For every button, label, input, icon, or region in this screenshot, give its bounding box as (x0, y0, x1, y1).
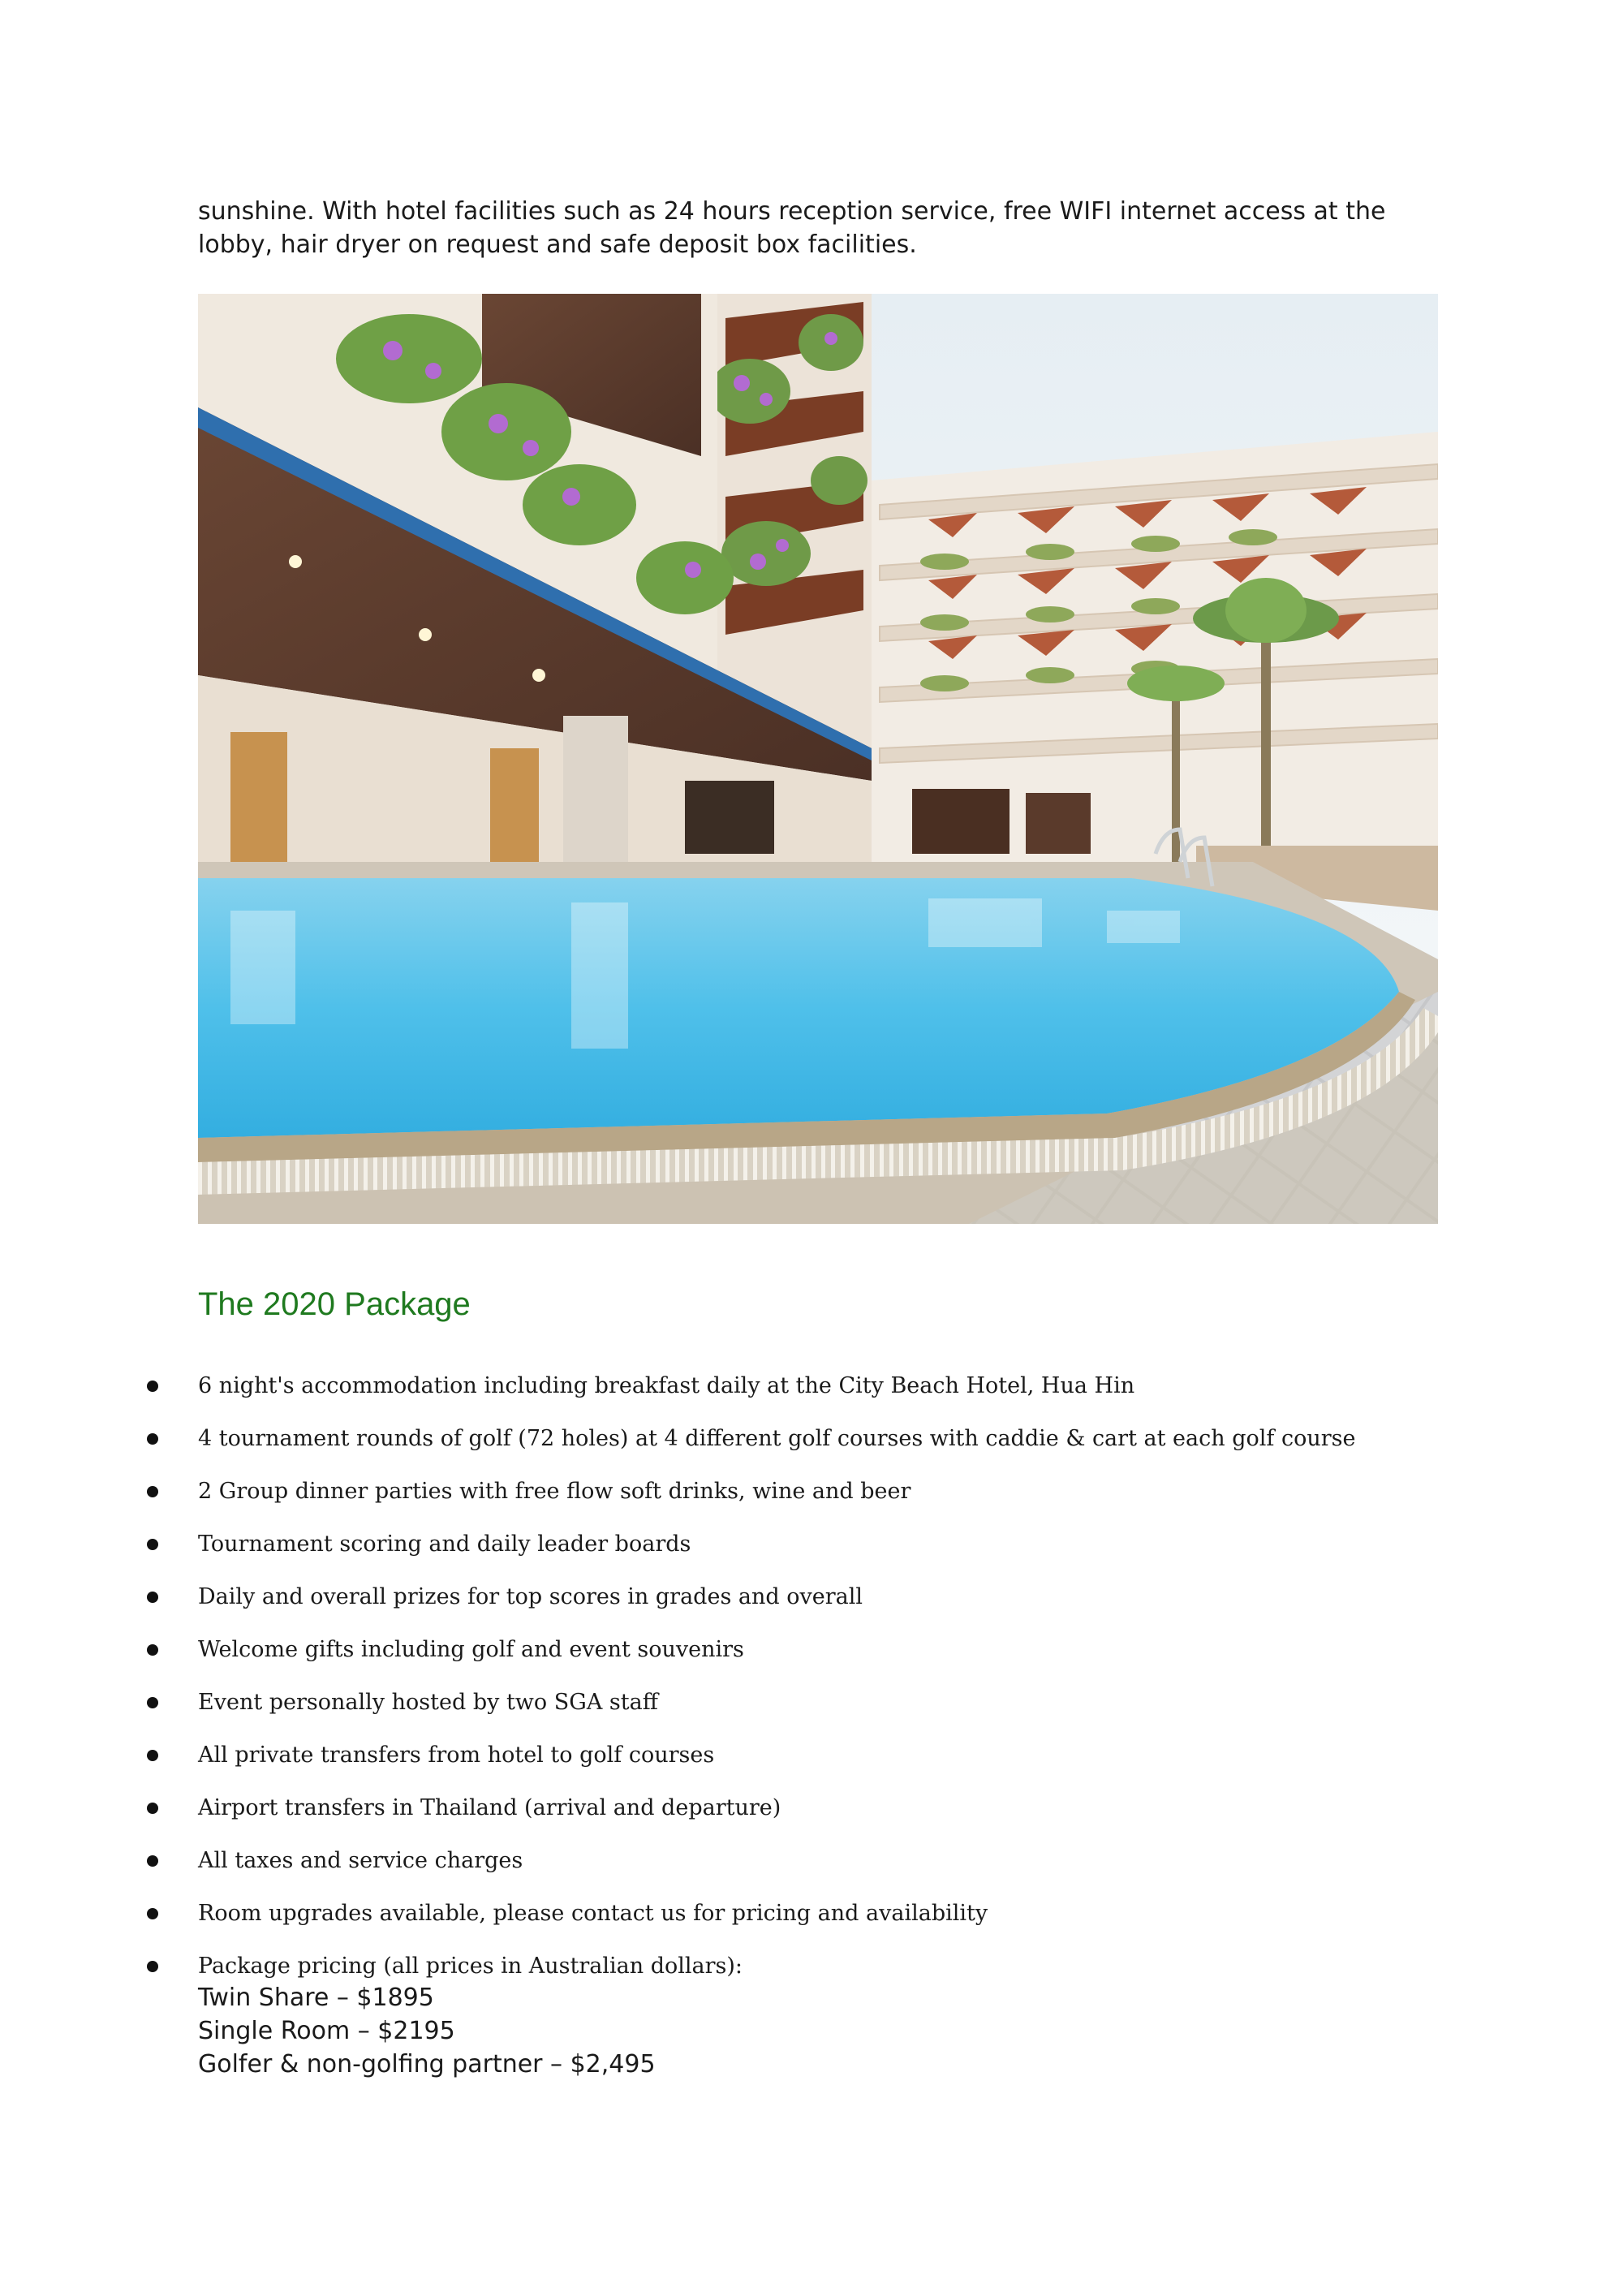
list-item (0, 1741, 1623, 1794)
list-item-pricing (0, 1952, 1623, 2081)
price-list (198, 1981, 1623, 2081)
package-heading: The 2020 Package (198, 1286, 471, 1322)
list-item (0, 1372, 1623, 1424)
bullet-icon (147, 1697, 158, 1708)
list-item-text: Welcome gifts including golf and event souvenirs (198, 1637, 744, 1662)
list-item (0, 1794, 1623, 1846)
list-item (0, 1583, 1623, 1635)
list-item (0, 1477, 1623, 1530)
list-item (0, 1688, 1623, 1741)
bullet-icon (147, 1855, 158, 1867)
intro-paragraph: sunshine. With hotel facilities such as 24 hours reception service, free WIFI internet access at the lobby, hair dryer on request and safe deposit box facilities. (198, 197, 1386, 259)
bullet-icon (147, 1644, 158, 1656)
list-item-text: Event personally hosted by two SGA staff (198, 1690, 658, 1715)
list-item (0, 1899, 1623, 1952)
package-list (0, 1372, 1623, 2081)
list-item (0, 1424, 1623, 1477)
bullet-icon (147, 1908, 158, 1919)
list-item-text: Airport transfers in Thailand (arrival and departure) (198, 1795, 781, 1820)
bullet-icon (147, 1381, 158, 1392)
list-item-text: 2 Group dinner parties with free flow soft drinks, wine and beer (198, 1479, 911, 1504)
bullet-icon (147, 1539, 158, 1550)
list-item (0, 1530, 1623, 1583)
list-item-text: Tournament scoring and daily leader boards (198, 1531, 691, 1557)
price-golfer-partner: Golfer & non-golfing partner – $2,495 (198, 2050, 656, 2078)
bullet-icon (147, 1803, 158, 1814)
list-item-text: Daily and overall prizes for top scores in grades and overall (198, 1584, 863, 1609)
list-item-text: All private transfers from hotel to golf courses (198, 1742, 715, 1768)
list-item-text: Room upgrades available, please contact us for pricing and availability (198, 1901, 988, 1926)
bullet-icon (147, 1750, 158, 1761)
bullet-icon (147, 1486, 158, 1497)
list-item (0, 1635, 1623, 1688)
hotel-pool-photo (198, 294, 1438, 1224)
pricing-label: Package pricing (all prices in Australian dollars): (198, 1954, 743, 1979)
price-twin-share: Twin Share – $1895 (198, 1984, 434, 2012)
list-item-text: All taxes and service charges (198, 1848, 523, 1873)
bullet-icon (147, 1433, 158, 1445)
price-single-room: Single Room – $2195 (198, 2017, 455, 2045)
bullet-icon (147, 1592, 158, 1603)
list-item-text: 4 tournament rounds of golf (72 holes) at 4 different golf courses with caddie & cart at each golf course (198, 1426, 1356, 1451)
list-item (0, 1846, 1623, 1899)
bullet-icon (147, 1961, 158, 1972)
list-item-text: 6 night's accommodation including breakfast daily at the City Beach Hotel, Hua Hin (198, 1373, 1135, 1398)
